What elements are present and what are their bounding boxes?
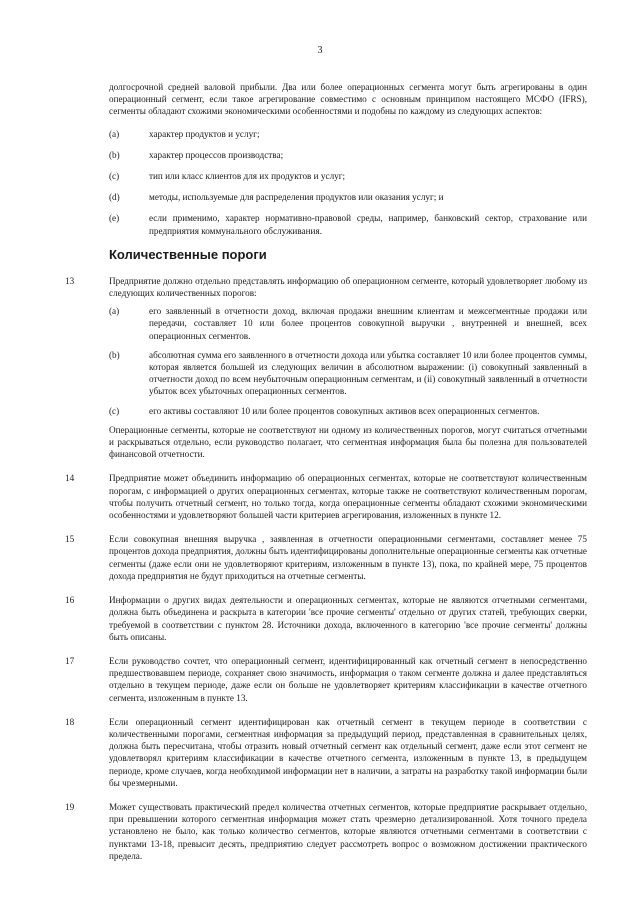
- paragraph-number: 17: [65, 655, 75, 666]
- paragraph-13: [65, 275, 587, 461]
- list-item-text: методы, используемые для распределения продуктов или оказания услуг; и: [149, 192, 444, 203]
- paragraph-17: [65, 655, 587, 704]
- thresholds-list: [109, 305, 587, 417]
- paragraph-16: [65, 594, 587, 643]
- list-item-text: если применимо, характер нормативно-правовой среды, например, банковский сектор, страхование или предприятия коммунального обслуживания.: [149, 213, 587, 236]
- paragraph-number: 16: [65, 595, 75, 606]
- list-item-text: его заявленный в отчетности доход, включая продажи внешним клиентам и межсегментные продажи или передачи, составляет 10 или более процентов совокупной выручки , внутренней и внешней, всех операционных сегментов.: [149, 306, 587, 341]
- list-item-letter: (d): [109, 192, 120, 203]
- list-item: [109, 405, 587, 417]
- list-item: [109, 170, 587, 182]
- list-item: [109, 212, 587, 236]
- paragraph-18: [65, 716, 587, 789]
- aspects-list: [109, 128, 587, 237]
- paragraph-19: [65, 801, 587, 862]
- paragraph-text: Если совокупная внешняя выручка , заявленная в отчетности операционными сегментами, составляет менее 75 процентов дохода предприятия, должны быть идентифицированы дополнительные операционные сегменты как отчетные сегменты (даже если они не удовлетворяют критериям, изложенным в пункте 13), пока, по крайней мере, 75 процентов дохода предприятия не будут приходиться на отчетные сегменты.: [109, 534, 587, 581]
- list-item: [109, 191, 587, 203]
- intro-paragraph: долгосрочной средней валовой прибыли. Два или более операционных сегмента могут быть агрегированы в один операционный сегмент, если такое агрегирование совместимо с основным принципом настоящего МСФО (IFRS), сегменты обладают схожими экономическими особенностями и подобны по каждому из следующих аспектов:: [109, 82, 587, 117]
- list-item-letter: (a): [109, 128, 120, 139]
- paragraph-text: Предприятие должно отдельно представлять информацию об операционном сегменте, который удовлетворяет любому из следующих количественных порогов:: [109, 275, 587, 299]
- list-item-text: абсолютная сумма его заявленного в отчетности дохода или убытка составляет 10 или более процентов суммы, которая является большей из следующих величин в абсолютном выражении: (i) совокупный заявленный в отчетности доход по всем неубыточным операционным сегментам, и (ii) совокупный заявленный в отчетности убыток всех убыточных операционных сегментов.: [149, 349, 587, 397]
- paragraph-text: Может существовать практический предел количества отчетных сегментов, которые предприятие раскрывает отдельно, при превышении которого сегментная информация может стать чрезмерно детализированной. Хотя точного предела установлено не было, как только количество сегментов, которые являются отчетными сегментами в соответствии с пунктами 13-18, превысит десять, предприятию следует рассмотреть вопрос о возможном достижении практического предела.: [109, 801, 587, 861]
- list-item-letter: (c): [109, 171, 120, 182]
- list-item-letter: (e): [109, 213, 120, 224]
- list-item: [109, 305, 587, 342]
- paragraph-number: 15: [65, 534, 75, 545]
- paragraph-text: Предприятие может объединить информацию об операционных сегментах, которые не соответствуют количественным порогам, с информацией о других операционных сегментах, которые также не соответствуют количественным порогам, чтобы получить отчетный сегмент, но только тогда, когда операционные сегменты обладают схожими экономическими особенностями и удовлетворяют большей части критериев агрегирования, изложенных в пункте 12.: [109, 473, 587, 521]
- list-item: [109, 149, 587, 161]
- list-item: [109, 349, 587, 398]
- list-item-text: тип или класс клиентов для их продуктов и услуг;: [149, 171, 346, 182]
- paragraph-text: Если руководство сочтет, что операционный сегмент, идентифицированный как отчетный сегмент в непосредственно предшествовавшем периоде, сохраняет свою значимость, информация о таком сегменте должна и далее представляться отдельно в текущем периоде, даже если он больше не удовлетворяет критериям классификации в качестве отчетного сегмента, изложенным в пункте 13.: [109, 655, 587, 703]
- paragraph-15: [65, 533, 587, 582]
- list-item: [109, 128, 587, 140]
- page-number: 3: [317, 45, 323, 56]
- paragraph-number: 14: [65, 473, 75, 484]
- list-item-letter: (c): [109, 405, 120, 416]
- paragraph-number: 18: [65, 716, 75, 727]
- paragraph-number: 13: [65, 275, 75, 286]
- list-item-text: характер процессов производства;: [149, 149, 284, 160]
- paragraph-followup-text: Операционные сегменты, которые не соответствуют ни одному из количественных порогов, могут считаться отчетными и раскрываться отдельно, если руководство полагает, что сегментная информация была бы полезна для пользователей финансовой отчетности.: [109, 424, 587, 460]
- text-column: [65, 81, 587, 874]
- list-item-letter: (a): [109, 306, 120, 317]
- section-heading: Количественные пороги: [109, 246, 267, 262]
- paragraph-14: [65, 472, 587, 521]
- list-item-letter: (b): [109, 149, 120, 160]
- paragraph-number: 19: [65, 801, 75, 812]
- paragraph-text: Если операционный сегмент идентифицирован как отчетный сегмент в текущем периоде в соответствии с количественными порогами, сегментная информация за предыдущий период, представленная в сравнительных целях, должна быть пересчитана, чтобы отразить новый отчетный сегмент как отдельный сегмент, даже если этот сегмент не удовлетворял критериям классификации в качестве отчетного сегмента, изложенным в пункте 13, в предыдущем периоде, кроме случаев, когда необходимой информации нет в наличии, а затраты на разработку такой информации были бы чрезмерными.: [109, 716, 587, 788]
- list-item-text: характер продуктов и услуг;: [149, 128, 260, 139]
- paragraph-text: Информации о других видах деятельности и операционных сегментах, которые не являются отчетными сегментами, должна быть объединена и раскрыта в категории 'все прочие сегменты' отдельно от других статей, требующих сверки, требуемой в соответствии с пунктом 28. Источники дохода, включенного в категорию 'все прочие сегменты' должны быть описаны.: [109, 595, 587, 642]
- list-item-text: его активы составляют 10 или более процентов совокупных активов всех операционных сегментов.: [149, 405, 540, 416]
- list-item-letter: (b): [109, 349, 120, 360]
